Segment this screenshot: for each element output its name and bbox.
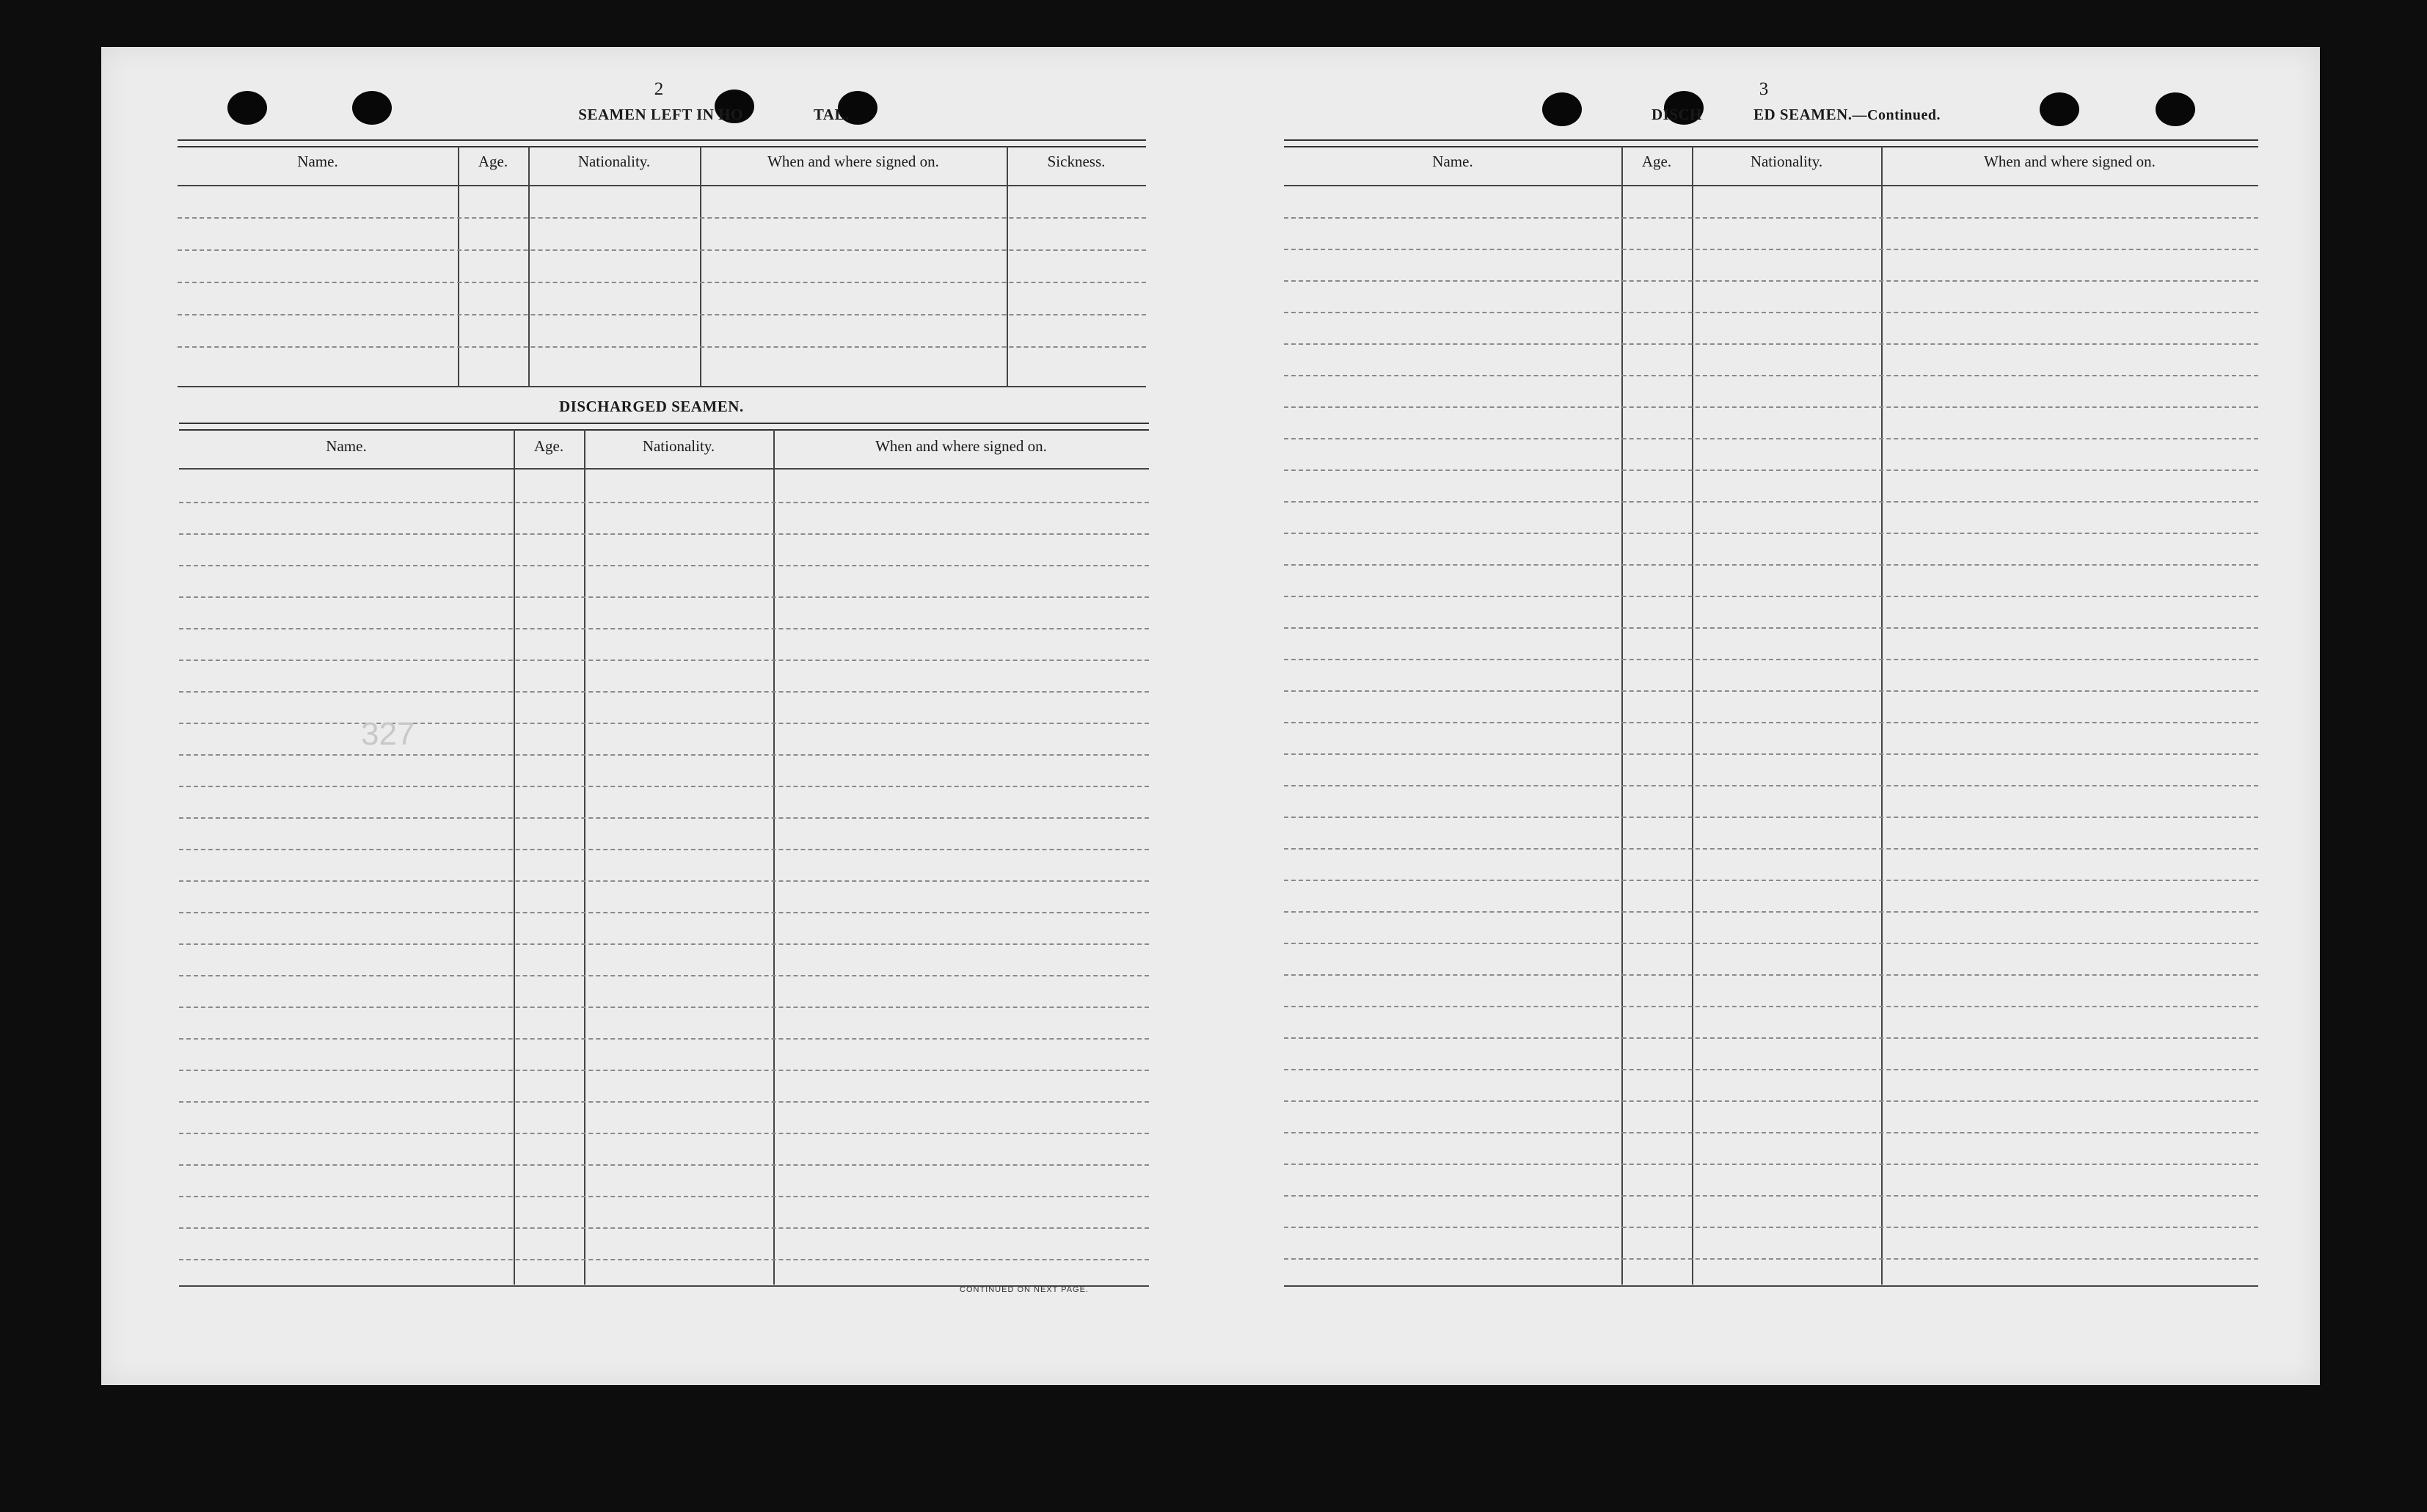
- row-line: [179, 533, 1149, 535]
- column-divider: [1692, 146, 1693, 1285]
- header-rule: [178, 185, 1146, 186]
- column-divider: [1007, 146, 1008, 387]
- row-line: [1284, 470, 2258, 471]
- row-line: [178, 217, 1146, 219]
- row-line: [179, 1007, 1149, 1008]
- row-line: [178, 282, 1146, 283]
- column-header: Name.: [1432, 153, 1473, 170]
- row-line: [1284, 249, 2258, 250]
- row-line: [1284, 974, 2258, 976]
- row-line: [1284, 375, 2258, 376]
- row-line: [1284, 659, 2258, 660]
- discharged-table-right: [1284, 139, 2258, 1288]
- column-header: Age.: [533, 437, 564, 455]
- column-divider: [528, 146, 530, 387]
- table-bottom-rule: [1284, 1285, 2258, 1287]
- column-header: Age.: [1641, 153, 1672, 170]
- page-number: 3: [1759, 79, 1769, 99]
- row-line: [1284, 1227, 2258, 1228]
- row-line: [1284, 690, 2258, 692]
- column-divider: [1881, 146, 1883, 1285]
- row-line: [179, 1164, 1149, 1166]
- column-divider: [700, 146, 701, 387]
- row-line: [1284, 943, 2258, 944]
- row-line: [179, 691, 1149, 693]
- column-header: When and where signed on.: [875, 437, 1047, 455]
- column-divider: [584, 429, 585, 1285]
- row-line: [1284, 817, 2258, 818]
- row-line: [1284, 438, 2258, 439]
- title-continued: —Continued.: [1852, 107, 1941, 123]
- row-line: [1284, 280, 2258, 282]
- column-header: When and where signed on.: [767, 153, 939, 170]
- header-rule: [1284, 185, 2258, 186]
- row-line: [178, 249, 1146, 251]
- row-line: [179, 1259, 1149, 1260]
- row-line: [179, 754, 1149, 756]
- row-line: [1284, 1195, 2258, 1197]
- column-header: Name.: [297, 153, 338, 170]
- column-header: Nationality.: [642, 437, 715, 455]
- row-line: [179, 912, 1149, 913]
- punch-hole: [2156, 92, 2195, 126]
- row-line: [179, 628, 1149, 629]
- row-line: [1284, 1037, 2258, 1039]
- row-line: [1284, 533, 2258, 534]
- row-line: [179, 1196, 1149, 1197]
- punch-hole: [352, 91, 392, 125]
- column-header: Name.: [326, 437, 367, 455]
- row-line: [179, 1101, 1149, 1103]
- title-part: SEAMEN LEFT IN HO: [578, 106, 743, 123]
- row-line: [1284, 501, 2258, 503]
- row-line: [179, 943, 1149, 945]
- row-line: [178, 346, 1146, 348]
- column-header: Sickness.: [1047, 153, 1106, 170]
- column-divider: [773, 429, 775, 1285]
- row-line: [1284, 1069, 2258, 1070]
- table-top-rule: [179, 423, 1149, 431]
- row-line: [1284, 1164, 2258, 1165]
- page-number: 2: [654, 79, 664, 99]
- row-line: [179, 596, 1149, 598]
- row-line: [1284, 312, 2258, 313]
- row-line: [1284, 217, 2258, 219]
- section-title-discharged-continued: [1605, 106, 1987, 124]
- punch-hole: [227, 91, 267, 125]
- faded-stamp-number: 327: [361, 716, 415, 752]
- row-line: [179, 1133, 1149, 1134]
- continued-note: CONTINUED ON NEXT PAGE.: [960, 1285, 1090, 1294]
- row-line: [1284, 911, 2258, 913]
- row-line: [179, 723, 1149, 724]
- row-line: [179, 975, 1149, 976]
- row-line: [1284, 1258, 2258, 1260]
- hospital-table: [178, 139, 1146, 387]
- column-divider: [1621, 146, 1623, 1285]
- row-line: [1284, 880, 2258, 881]
- row-line: [1284, 564, 2258, 566]
- row-line: [179, 817, 1149, 819]
- row-line: [178, 314, 1146, 315]
- section-title-discharged: DISCHARGED SEAMEN.: [559, 398, 744, 415]
- column-divider: [514, 429, 515, 1285]
- row-line: [1284, 406, 2258, 408]
- row-line: [179, 849, 1149, 850]
- column-header: Nationality.: [577, 153, 651, 170]
- table-top-rule: [1284, 139, 2258, 147]
- row-line: [1284, 1100, 2258, 1102]
- ledger-sheet: [101, 47, 2320, 1385]
- column-header: Age.: [478, 153, 508, 170]
- row-line: [1284, 785, 2258, 786]
- punch-hole: [1542, 92, 1582, 126]
- row-line: [1284, 627, 2258, 629]
- row-line: [1284, 343, 2258, 345]
- column-header: When and where signed on.: [1984, 153, 2156, 170]
- row-line: [179, 880, 1149, 882]
- row-line: [179, 786, 1149, 787]
- row-line: [179, 1070, 1149, 1071]
- column-header: Nationality.: [1750, 153, 1823, 170]
- title-part: DISCH: [1651, 106, 1702, 123]
- row-line: [1284, 722, 2258, 723]
- punch-hole: [2040, 92, 2079, 126]
- row-line: [1284, 1132, 2258, 1133]
- row-line: [1284, 753, 2258, 755]
- title-part: TAL.: [813, 106, 850, 123]
- row-line: [179, 1038, 1149, 1040]
- row-line: [179, 565, 1149, 566]
- column-divider: [458, 146, 459, 387]
- row-line: [179, 660, 1149, 661]
- row-line: [179, 502, 1149, 503]
- title-part: ED SEAMEN.: [1753, 106, 1853, 123]
- table-top-rule: [178, 139, 1146, 147]
- section-title-hospital: [530, 106, 897, 124]
- row-line: [1284, 848, 2258, 850]
- row-line: [1284, 1006, 2258, 1007]
- header-rule: [179, 468, 1149, 470]
- row-line: [179, 1227, 1149, 1229]
- row-line: [1284, 596, 2258, 597]
- table-bottom-rule: [178, 386, 1146, 387]
- discharged-table-left: [179, 423, 1149, 1288]
